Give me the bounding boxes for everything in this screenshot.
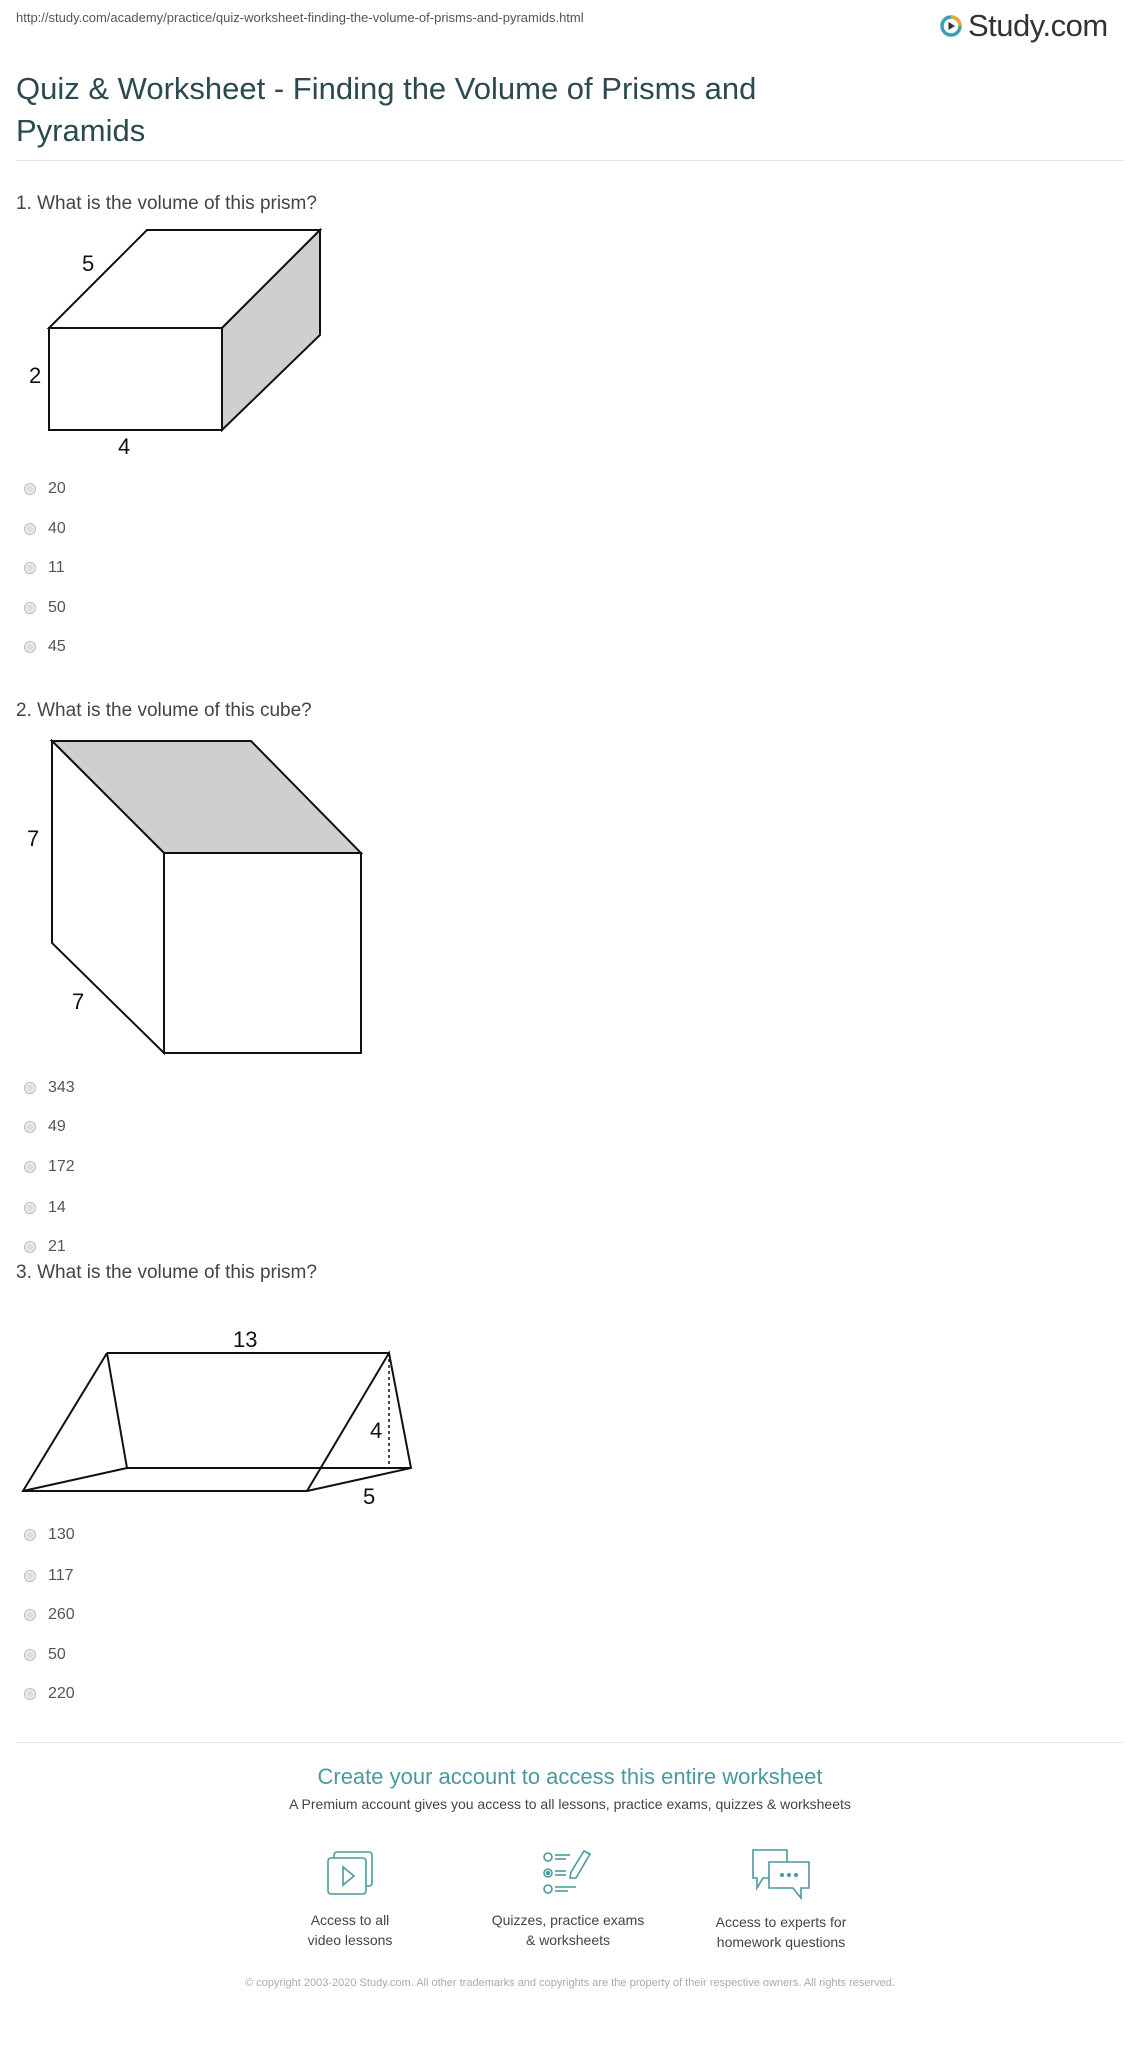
cube-front-face	[164, 853, 361, 1053]
height-label: 4	[370, 1418, 383, 1443]
radio-button[interactable]	[24, 1202, 36, 1214]
divider	[16, 160, 1124, 161]
option-label: 40	[48, 520, 66, 537]
copyright-notice: © copyright 2003-2020 Study.com. All other trademarks and copyrights are the property of their respective owners. All rights reserved.	[245, 1977, 895, 1989]
answer-option[interactable]	[24, 1079, 75, 1097]
prism-front-face	[49, 328, 222, 430]
question-1: 1. What is the volume of this prism?	[16, 193, 317, 214]
option-label: 172	[48, 1158, 75, 1175]
feature-label: homework questions	[716, 1934, 846, 1950]
feature-quizzes	[458, 1848, 678, 1950]
radio-button[interactable]	[24, 602, 36, 614]
radio-button[interactable]	[24, 523, 36, 535]
video-lessons-icon	[324, 1848, 376, 1898]
feature-experts	[671, 1848, 891, 1952]
radio-button[interactable]	[24, 1241, 36, 1253]
answer-option[interactable]	[24, 1526, 75, 1544]
radio-button[interactable]	[24, 1082, 36, 1094]
quiz-checklist-icon	[540, 1848, 596, 1898]
triangular-prism-figure	[0, 1320, 440, 1520]
answer-option[interactable]	[24, 1118, 66, 1136]
divider	[16, 1742, 1124, 1743]
height-label: 7	[27, 826, 40, 851]
option-label: 260	[48, 1606, 75, 1623]
radio-button[interactable]	[24, 483, 36, 495]
height-label: 2	[29, 363, 42, 388]
base-edge	[23, 1468, 127, 1491]
radio-button[interactable]	[24, 1529, 36, 1541]
question-3: 3. What is the volume of this prism?	[16, 1262, 317, 1283]
cta-title[interactable]: Create your account to access this entire worksheet	[317, 1764, 823, 1789]
back-edges	[107, 1353, 411, 1468]
feature-video-lessons	[240, 1848, 460, 1950]
radio-button[interactable]	[24, 1609, 36, 1621]
feature-label: video lessons	[307, 1932, 393, 1948]
answer-option[interactable]	[24, 1199, 66, 1217]
option-label: 21	[48, 1238, 66, 1255]
option-label: 117	[48, 1567, 74, 1584]
answer-option[interactable]	[24, 1567, 74, 1585]
page-url: http://study.com/academy/practice/quiz-worksheet-finding-the-volume-of-prisms-and-pyramids.html	[16, 10, 584, 25]
feature-label: Quizzes, practice exams	[491, 1912, 645, 1928]
answer-option[interactable]	[24, 1606, 75, 1624]
cta-subtitle: A Premium account gives you access to all lessons, practice exams, quizzes & worksheets	[289, 1796, 851, 1812]
front-outline	[23, 1353, 411, 1491]
radio-button[interactable]	[24, 1161, 36, 1173]
length-label: 5	[82, 251, 95, 276]
answer-option[interactable]	[24, 1685, 75, 1703]
feature-label: Access to all	[310, 1912, 390, 1928]
page-title: Quiz & Worksheet - Finding the Volume of Prisms and Pyramids	[16, 71, 757, 148]
option-label: 45	[48, 638, 66, 655]
play-logo-icon	[940, 15, 962, 37]
feature-label: & worksheets	[525, 1932, 611, 1948]
answer-option[interactable]	[24, 638, 66, 656]
answer-option[interactable]	[24, 559, 65, 577]
answer-option[interactable]	[24, 1238, 66, 1256]
study-logo[interactable]	[940, 8, 1108, 44]
option-label: 50	[48, 1646, 66, 1663]
cube-figure	[0, 730, 380, 1070]
option-label: 50	[48, 599, 66, 616]
depth-label: 7	[72, 989, 85, 1014]
option-label: 130	[48, 1526, 75, 1543]
radio-button[interactable]	[24, 1121, 36, 1133]
feature-label: Access to experts for	[715, 1914, 847, 1930]
radio-button[interactable]	[24, 562, 36, 574]
answer-option[interactable]	[24, 1646, 66, 1664]
option-label: 220	[48, 1685, 75, 1702]
option-label: 49	[48, 1118, 66, 1135]
base-label: 5	[363, 1484, 376, 1509]
chat-bubbles-icon	[749, 1848, 813, 1900]
option-label: 14	[48, 1199, 66, 1216]
radio-button[interactable]	[24, 1688, 36, 1700]
prism-figure-1	[0, 220, 340, 460]
width-label: 4	[118, 434, 131, 459]
answer-option[interactable]	[24, 480, 66, 498]
radio-button[interactable]	[24, 1570, 36, 1582]
question-2: 2. What is the volume of this cube?	[16, 700, 312, 721]
logo-text: Study.com	[968, 8, 1108, 43]
option-label: 20	[48, 480, 66, 497]
length-label: 13	[233, 1327, 258, 1352]
answer-option[interactable]	[24, 599, 66, 617]
radio-button[interactable]	[24, 1649, 36, 1661]
answer-option[interactable]	[24, 520, 66, 538]
option-label: 11	[48, 559, 65, 576]
radio-button[interactable]	[24, 641, 36, 653]
answer-option[interactable]	[24, 1158, 75, 1176]
option-label: 343	[48, 1079, 75, 1096]
